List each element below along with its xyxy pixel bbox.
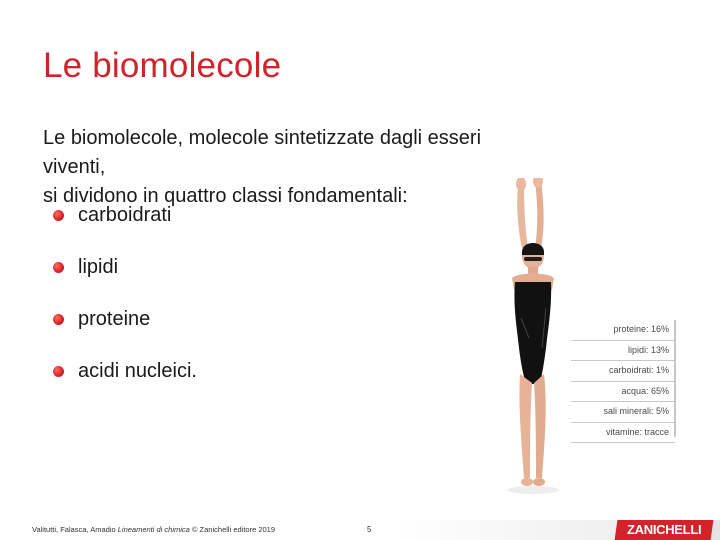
- legend-item: carboidrati: 1%: [571, 361, 675, 382]
- list-item: [53, 198, 197, 232]
- list-item: [53, 302, 197, 336]
- legend-item: lipidi: 13%: [571, 341, 675, 362]
- bullet-icon: [53, 366, 64, 377]
- credits-book-title: Lineamenti di chimica: [117, 525, 190, 534]
- bullet-icon: [53, 210, 64, 221]
- intro-line-2: si dividono in quattro classi fondamentali:: [43, 185, 408, 207]
- footer-credits: [32, 525, 275, 534]
- list-item-label: proteine: [78, 307, 151, 330]
- legend-item: proteine: 16%: [571, 320, 675, 341]
- list-item: [53, 250, 197, 284]
- legend-axis: [674, 320, 676, 437]
- publisher-logo-text: ZANICHELLI: [626, 522, 702, 537]
- bullet-icon: [53, 262, 64, 273]
- slide-title: Le biomolecole: [43, 46, 282, 85]
- swimmer-figure: [488, 178, 576, 500]
- legend-item: acqua: 65%: [571, 382, 675, 403]
- composition-legend: [571, 320, 675, 443]
- legend-item: vitamine: tracce: [571, 423, 675, 444]
- intro-prefix: Le: [43, 127, 71, 149]
- publisher-logo: [615, 520, 714, 540]
- list-item-label: acidi nucleici.: [78, 359, 197, 382]
- biomolecule-class-list: [53, 198, 197, 406]
- legend-item: sali minerali: 5%: [571, 402, 675, 423]
- bullet-icon: [53, 314, 64, 325]
- list-item-label: lipidi: [78, 255, 119, 278]
- list-item-label: carboidrati: [78, 203, 172, 226]
- intro-keyword: biomolecole: [70, 127, 178, 149]
- credits-publisher: © Zanichelli editore 2019: [189, 525, 276, 534]
- credits-authors: Valitutti, Falasca, Amadio: [32, 525, 118, 534]
- page-number: 5: [367, 525, 372, 534]
- list-item: [53, 354, 197, 388]
- intro-rest: , molecole sintetizzate dagli esseri viventi,: [43, 127, 482, 178]
